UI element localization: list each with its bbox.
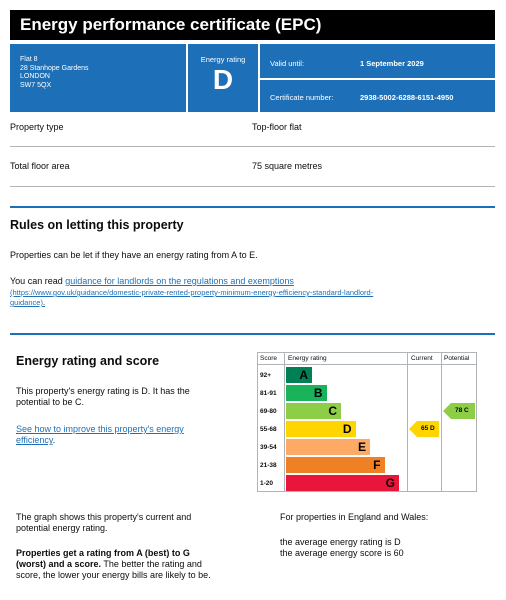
valid-until-label: Valid until: (270, 59, 305, 68)
certificate-summary-panel (10, 44, 495, 112)
band-letter: A (299, 368, 308, 382)
graph-explanation (16, 512, 191, 534)
average-rating-text: the average energy rating is D (280, 537, 401, 547)
chart-gridline (407, 353, 408, 491)
band-letter: G (385, 476, 395, 490)
floor-area-value: 75 square metres (252, 161, 323, 171)
score-column-header: Score (260, 355, 277, 362)
chart-gridline (284, 353, 285, 491)
property-type-value: Top-floor flat (252, 122, 302, 132)
band-score-label: 92+ (260, 372, 272, 379)
rating-description-line: potential to be C. (16, 397, 85, 407)
rating-scale-explanation (16, 548, 211, 581)
rating-description-line: This property's energy rating is D. It has the (16, 386, 190, 396)
band-score-label: 1-20 (260, 480, 274, 487)
average-figures (280, 537, 404, 559)
improve-efficiency-link-block (16, 424, 184, 446)
chart-gridline (258, 364, 476, 365)
improve-efficiency-link[interactable]: See how to improve this property's energy (16, 424, 184, 434)
band-bar-b (286, 385, 327, 401)
section-divider (10, 206, 495, 208)
band-bar-f (286, 457, 385, 473)
potential-column-header: Potential (444, 355, 470, 362)
guidance-url-suffix: . (42, 298, 46, 307)
band-bar-d (286, 421, 356, 437)
band-letter: E (357, 440, 366, 454)
average-intro: For properties in England and Wales: (280, 512, 429, 522)
section-divider (10, 333, 495, 335)
band-score-label: 55-68 (260, 426, 277, 433)
guidance-url-line[interactable]: (https://www.gov.uk/guidance/domestic-private-rented-property-minimum-energy-efficiency-standard-landlord- (10, 288, 374, 297)
potential-rating-arrow-label: 78 C (455, 407, 469, 414)
rating-column-header: Energy rating (288, 355, 327, 362)
current-column-header: Current (411, 355, 433, 362)
property-type-label: Property type (10, 122, 64, 132)
band-score-label: 81-91 (260, 390, 277, 397)
energy-rating-letter: D (212, 64, 234, 95)
band-bar-e (286, 439, 370, 455)
graph-explanation-line: potential energy rating. (16, 523, 108, 533)
scale-line-bold: Properties get a rating from A (best) to G (16, 548, 190, 558)
energy-rating-heading: Energy rating and score (16, 354, 160, 368)
band-letter: B (313, 386, 323, 400)
band-score-label: 39-54 (260, 444, 277, 451)
letting-guidance-text (10, 276, 294, 287)
improve-efficiency-link[interactable]: efficiency (16, 435, 53, 445)
divider (10, 146, 495, 147)
scale-line: score, the lower your energy bills are likely to be. (16, 570, 211, 580)
band-score-label: 69-80 (260, 408, 277, 415)
band-letter: C (328, 404, 337, 418)
energy-rating-label: Energy rating (200, 55, 246, 64)
guidance-prefix: You can read (10, 276, 66, 286)
energy-rating-chart (257, 352, 477, 492)
address-line: Flat 8 (20, 56, 38, 63)
address-line: LONDON (20, 73, 50, 80)
band-letter: D (342, 422, 352, 436)
guidance-url-end[interactable]: guidance) (10, 298, 43, 307)
panel-divider (260, 78, 495, 80)
divider (10, 186, 495, 187)
current-rating-arrow-label: 65 D (421, 425, 435, 432)
scale-line: The better the rating and (101, 559, 202, 569)
rating-description (16, 386, 190, 408)
average-score-text: the average energy score is 60 (280, 548, 404, 558)
valid-until-value: 1 September 2029 (360, 59, 424, 68)
address-line: SW7 5QX (20, 81, 52, 89)
chart-gridline (441, 353, 442, 491)
graph-explanation-line: The graph shows this property's current and (16, 512, 192, 522)
certificate-number-value: 2938-5002-6288-6151-4950 (360, 93, 454, 102)
page-title: Energy performance certificate (EPC) (10, 10, 495, 40)
scale-line-bold: (worst) and a score. (16, 559, 102, 569)
property-address (20, 56, 89, 90)
letting-text: Properties can be let if they have an energy rating from A to E. (10, 250, 258, 260)
landlord-guidance-link[interactable]: guidance for landlords on the regulations and exemptions (65, 276, 294, 286)
band-bar-c (286, 403, 341, 419)
letting-heading: Rules on letting this property (10, 218, 184, 232)
panel-divider (186, 44, 188, 112)
band-letter: F (373, 458, 381, 472)
address-line: 28 Stanhope Gardens (20, 64, 89, 72)
band-bar-a (286, 367, 312, 383)
guidance-url-line[interactable] (10, 298, 45, 308)
floor-area-label: Total floor area (10, 161, 70, 171)
certificate-number-label: Certificate number: (270, 93, 334, 102)
link-suffix: . (52, 435, 56, 445)
band-bar-g (286, 475, 399, 491)
band-score-label: 21-38 (260, 462, 277, 469)
